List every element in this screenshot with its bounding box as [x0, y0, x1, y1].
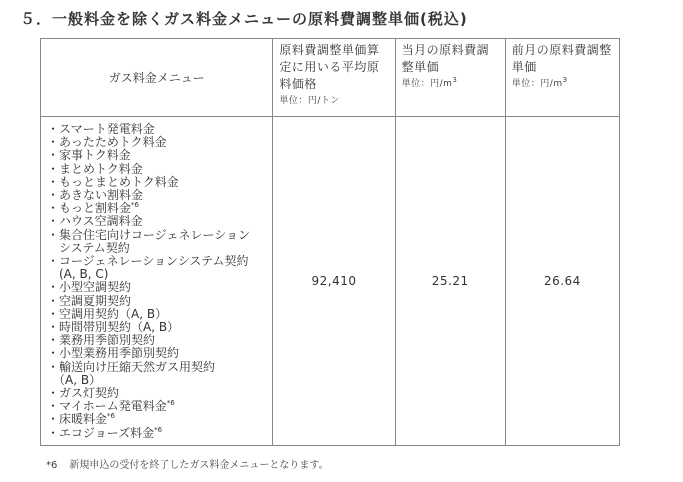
menu-item-label: ・集合住宅向けコージェネレーション: [47, 227, 251, 242]
header-previous-unit-sup: 3: [562, 76, 568, 84]
menu-item-label: ・輸送向け圧縮天然ガス用契約: [47, 359, 216, 374]
menu-item-label: (A, B, C): [47, 267, 109, 282]
header-avg-price: [273, 39, 395, 117]
menu-item-label: ・もっとまとめトク料金: [47, 174, 179, 189]
menu-item-label: ・まとめトク料金: [47, 161, 143, 176]
header-current-unit-text: 単位：円/m: [401, 79, 453, 89]
header-avg-price-unit: 単位：円/トン: [279, 96, 340, 106]
avg-price-value: 92,410: [273, 117, 395, 446]
menu-item-label: ・ガス灯契約: [47, 386, 120, 401]
menu-list-item: [47, 427, 272, 440]
menu-item-label: ・小型業務用季節別契約: [47, 346, 180, 361]
previous-value: 26.64: [505, 117, 619, 446]
header-menu-label: ガス料金メニュー: [108, 71, 205, 85]
header-previous-unit-text: 単位：円/m: [511, 79, 563, 89]
menu-item-footnote-ref: *6: [131, 201, 139, 210]
menu-item-label: ・もっと割料金: [47, 201, 132, 216]
menu-item-footnote-ref: *6: [166, 399, 175, 408]
section-heading: ５．一般料金を除くガス料金メニューの原料費調整単価(税込): [20, 10, 468, 28]
menu-item-label: ・空調用契約（A, B）: [47, 306, 168, 321]
menu-item-label: ・時間帯別契約（A, B）: [47, 320, 180, 335]
header-row: [41, 39, 620, 117]
menu-item-label: ・空調夏期契約: [47, 293, 132, 308]
header-previous-label: 前月の原料費調整単価: [511, 43, 612, 74]
header-previous-unit: [512, 77, 615, 91]
header-current: [395, 39, 505, 117]
header-current-unit: [402, 77, 501, 91]
header-current-unit-sup: 3: [452, 76, 458, 84]
menu-item-label: ・床暖料金: [47, 412, 108, 427]
header-current-label: 当月の原料費調整単価: [401, 43, 490, 74]
menu-item-label: ・あきない割料金: [47, 188, 144, 203]
unit-price-table: [40, 38, 620, 446]
header-avg-price-label: 原料費調整単価算定に用いる平均原料価格: [279, 43, 380, 91]
menu-item-label: ・スマート発電料金: [47, 122, 155, 136]
menu-item-label: （A, B）: [47, 372, 102, 387]
footnote-mark: *6: [46, 460, 58, 471]
menu-item-label: ・ハウス空調料金: [47, 214, 143, 229]
menu-item-label: ・小型空調契約: [47, 280, 132, 295]
menu-item-footnote-ref: *6: [107, 412, 115, 421]
menu-item-label: ・業務用季節別契約: [47, 333, 156, 348]
menu-item-label: システム契約: [47, 240, 130, 255]
header-previous: [505, 39, 619, 117]
current-value: 25.21: [395, 117, 505, 446]
menu-list: [47, 123, 272, 440]
footnote: [46, 456, 329, 471]
menu-item-label: ・あったためトク料金: [47, 135, 167, 150]
menu-item-label: ・エコジョーズ料金: [47, 425, 155, 440]
menu-list-cell: [41, 117, 273, 446]
menu-item-label: ・コージェネレーションシステム契約: [47, 254, 249, 269]
menu-item-label: ・家事トク料金: [47, 148, 131, 163]
menu-item-label: ・マイホーム発電料金: [47, 399, 167, 414]
menu-item-footnote-ref: *6: [154, 425, 163, 434]
data-row: [41, 117, 620, 446]
header-menu: [41, 39, 273, 117]
footnote-text: 新規申込の受付を終了したガス料金メニューとなります。: [69, 460, 329, 471]
